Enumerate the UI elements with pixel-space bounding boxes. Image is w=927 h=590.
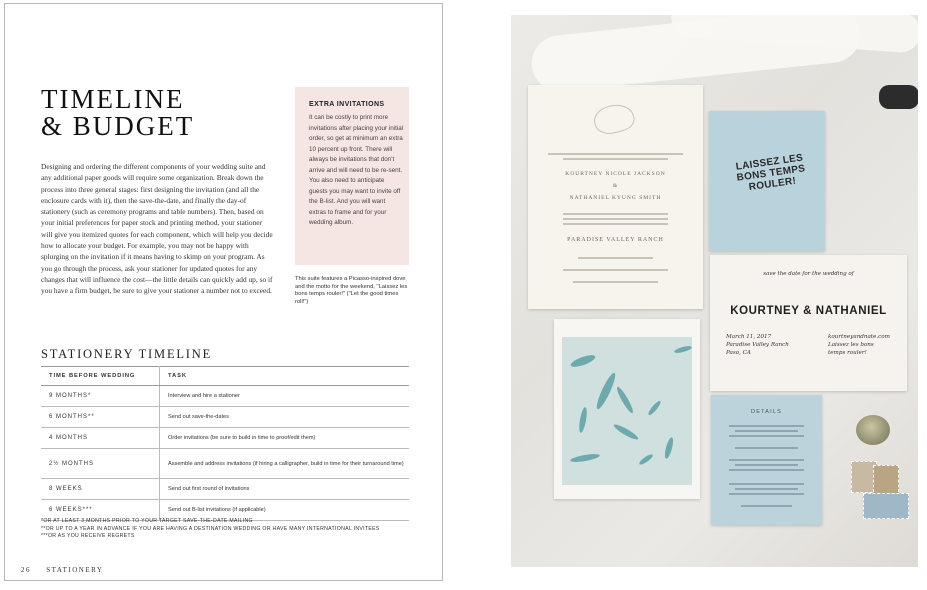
dove-icon bbox=[591, 100, 637, 137]
section-name: STATIONERY bbox=[46, 566, 104, 574]
text-line bbox=[563, 218, 668, 220]
brush-stroke bbox=[594, 371, 618, 411]
row-time: 8 WEEKS bbox=[41, 479, 160, 500]
text-line bbox=[729, 459, 804, 461]
text-line bbox=[573, 281, 658, 283]
text-line bbox=[548, 153, 683, 155]
table-row bbox=[41, 449, 409, 479]
website-note bbox=[828, 333, 890, 357]
note-line: Paradise Valley Ranch bbox=[726, 342, 789, 348]
body-paragraph: Designing and ordering the different components of your wedding suite and any additional paper goods will require some organization. Break down the process into three general stages: first designing the invitation (and all the enclosure cards with it), then the save-the-date, and finally the day-of stationery (such as ceremony programs and table numbers). Then, based on your initial preferences for paper stock and printing method, your stationer will give you itemized quotes for each component, which will help you decide how to allocate your budget. For example, you may not be happy with splurging on the invitation if it means having to skimp on your program. As you go through the process, ask your stationer for updated quotes for any changes that will influence the cost—the little details can quickly add up, so if you have a firm budget, be sure to give your stationer a number not to exceed. bbox=[41, 162, 273, 296]
ribbon-spool bbox=[879, 85, 918, 109]
save-the-date-heading: save the date for the wedding of bbox=[763, 271, 854, 277]
text-line bbox=[735, 488, 798, 490]
details-card bbox=[711, 395, 822, 525]
brush-stroke bbox=[569, 353, 596, 369]
brush-stroke bbox=[612, 422, 639, 441]
stationery-photo bbox=[511, 15, 918, 567]
date-location-note bbox=[726, 333, 789, 357]
brush-stroke bbox=[570, 452, 601, 463]
motto-text: LAISSEZ LES BONS TEMPS ROULER! bbox=[735, 152, 806, 194]
motto-card bbox=[709, 111, 825, 251]
wax-seal bbox=[856, 415, 890, 445]
row-task: Send out B-list invitations (if applicable) bbox=[160, 500, 410, 521]
text-line bbox=[563, 269, 668, 271]
text-line bbox=[563, 223, 668, 225]
text-line bbox=[729, 469, 804, 471]
text-line bbox=[735, 430, 798, 432]
brush-stroke bbox=[638, 453, 654, 466]
text-line bbox=[735, 447, 798, 449]
note-line: temps rouler! bbox=[828, 350, 867, 356]
text-line bbox=[729, 435, 804, 437]
text-line bbox=[735, 464, 798, 466]
brush-stroke bbox=[647, 399, 662, 416]
row-task: Send out save-the-dates bbox=[160, 407, 410, 428]
footnote: **OR UP TO A YEAR IN ADVANCE IF YOU ARE HAVING A DESTINATION WEDDING OR HAVE MANY INTERNATIONAL INVITEES bbox=[41, 525, 380, 532]
ampersand: & bbox=[612, 183, 619, 189]
title-line-1: TIMELINE bbox=[41, 84, 185, 114]
sidebar-text: It can be costly to print more invitations after placing your initial order, so get at minimum an extra 10 percent up front. There will always be invitations that don't arrive and will need to be re-sent. You also need to anticipate guests you may want to invite off the B-list. And you will want extras to frame and for your wedding album. bbox=[309, 114, 404, 226]
watercolor-card bbox=[554, 319, 700, 499]
watercolor-art bbox=[562, 337, 692, 485]
column-header-task: TASK bbox=[160, 367, 410, 386]
table-row bbox=[41, 386, 409, 407]
text-line bbox=[578, 257, 653, 259]
brush-stroke bbox=[674, 345, 693, 354]
venue-name: PARADISE VALLEY RANCH bbox=[567, 237, 664, 243]
text-line bbox=[741, 505, 792, 507]
details-title: DETAILS bbox=[751, 409, 782, 415]
brush-stroke bbox=[578, 407, 588, 434]
row-task: Assemble and address invitations (if hiring a calligrapher, build in time for their turnaround time) bbox=[160, 449, 410, 479]
column-header-time: TIME BEFORE WEDDING bbox=[41, 367, 160, 386]
save-the-date-card bbox=[710, 255, 907, 391]
text-line bbox=[563, 213, 668, 215]
extra-invitations-sidebar bbox=[295, 87, 409, 265]
footnotes bbox=[41, 518, 380, 541]
title-line-2: & BUDGET bbox=[41, 111, 195, 141]
bride-name: KOURTNEY NICOLE JACKSON bbox=[565, 171, 666, 177]
table-row bbox=[41, 407, 409, 428]
left-page bbox=[4, 3, 443, 581]
table-header-row bbox=[41, 367, 409, 386]
text-line bbox=[729, 483, 804, 485]
stationery-timeline-table bbox=[41, 366, 409, 521]
table-row bbox=[41, 479, 409, 500]
timeline-title: STATIONERY TIMELINE bbox=[41, 347, 213, 361]
page-folio bbox=[21, 566, 103, 574]
footnote: *OR AT LEAST 3 MONTHS PRIOR TO YOUR TARGET SAVE-THE-DATE MAILING bbox=[41, 518, 253, 524]
groom-name: NATHANIEL KYUNG SMITH bbox=[569, 195, 662, 201]
brush-stroke bbox=[663, 437, 674, 460]
note-line: Paso, CA bbox=[726, 350, 751, 356]
row-task: Order invitations (be sure to build in time to proof/edit them) bbox=[160, 428, 410, 449]
photo-caption: This suite features a Picasso-inspired dove and the motto for the weekend, "Laissez les bons temps rouler!" ("Let the good times roll!") bbox=[295, 276, 408, 305]
text-line bbox=[729, 425, 804, 427]
note-line: Laissez les bons bbox=[828, 342, 874, 348]
postage-stamp bbox=[863, 493, 909, 519]
page-title bbox=[41, 86, 194, 140]
sidebar-title: EXTRA INVITATIONS bbox=[309, 101, 385, 108]
table-row bbox=[41, 428, 409, 449]
brush-stroke bbox=[615, 386, 635, 415]
note-line: March 11, 2017 bbox=[726, 334, 772, 340]
row-time: 2½ MONTHS bbox=[41, 449, 160, 479]
invitation-card bbox=[528, 85, 703, 309]
row-time: 6 WEEKS*** bbox=[41, 500, 160, 521]
row-time: 9 MONTHS* bbox=[41, 386, 160, 407]
couple-names: KOURTNEY & NATHANIEL bbox=[730, 305, 887, 317]
page-number: 26 bbox=[21, 566, 31, 574]
row-task: Interview and hire a stationer bbox=[160, 386, 410, 407]
row-task: Send out first round of invitations bbox=[160, 479, 410, 500]
text-line bbox=[729, 493, 804, 495]
footnote: ***OR AS YOU RECEIVE REGRETS bbox=[41, 533, 135, 540]
row-time: 6 MONTHS** bbox=[41, 407, 160, 428]
text-line bbox=[563, 158, 668, 160]
note-line: kourtneyandnate.com bbox=[828, 334, 890, 340]
row-time: 4 MONTHS bbox=[41, 428, 160, 449]
